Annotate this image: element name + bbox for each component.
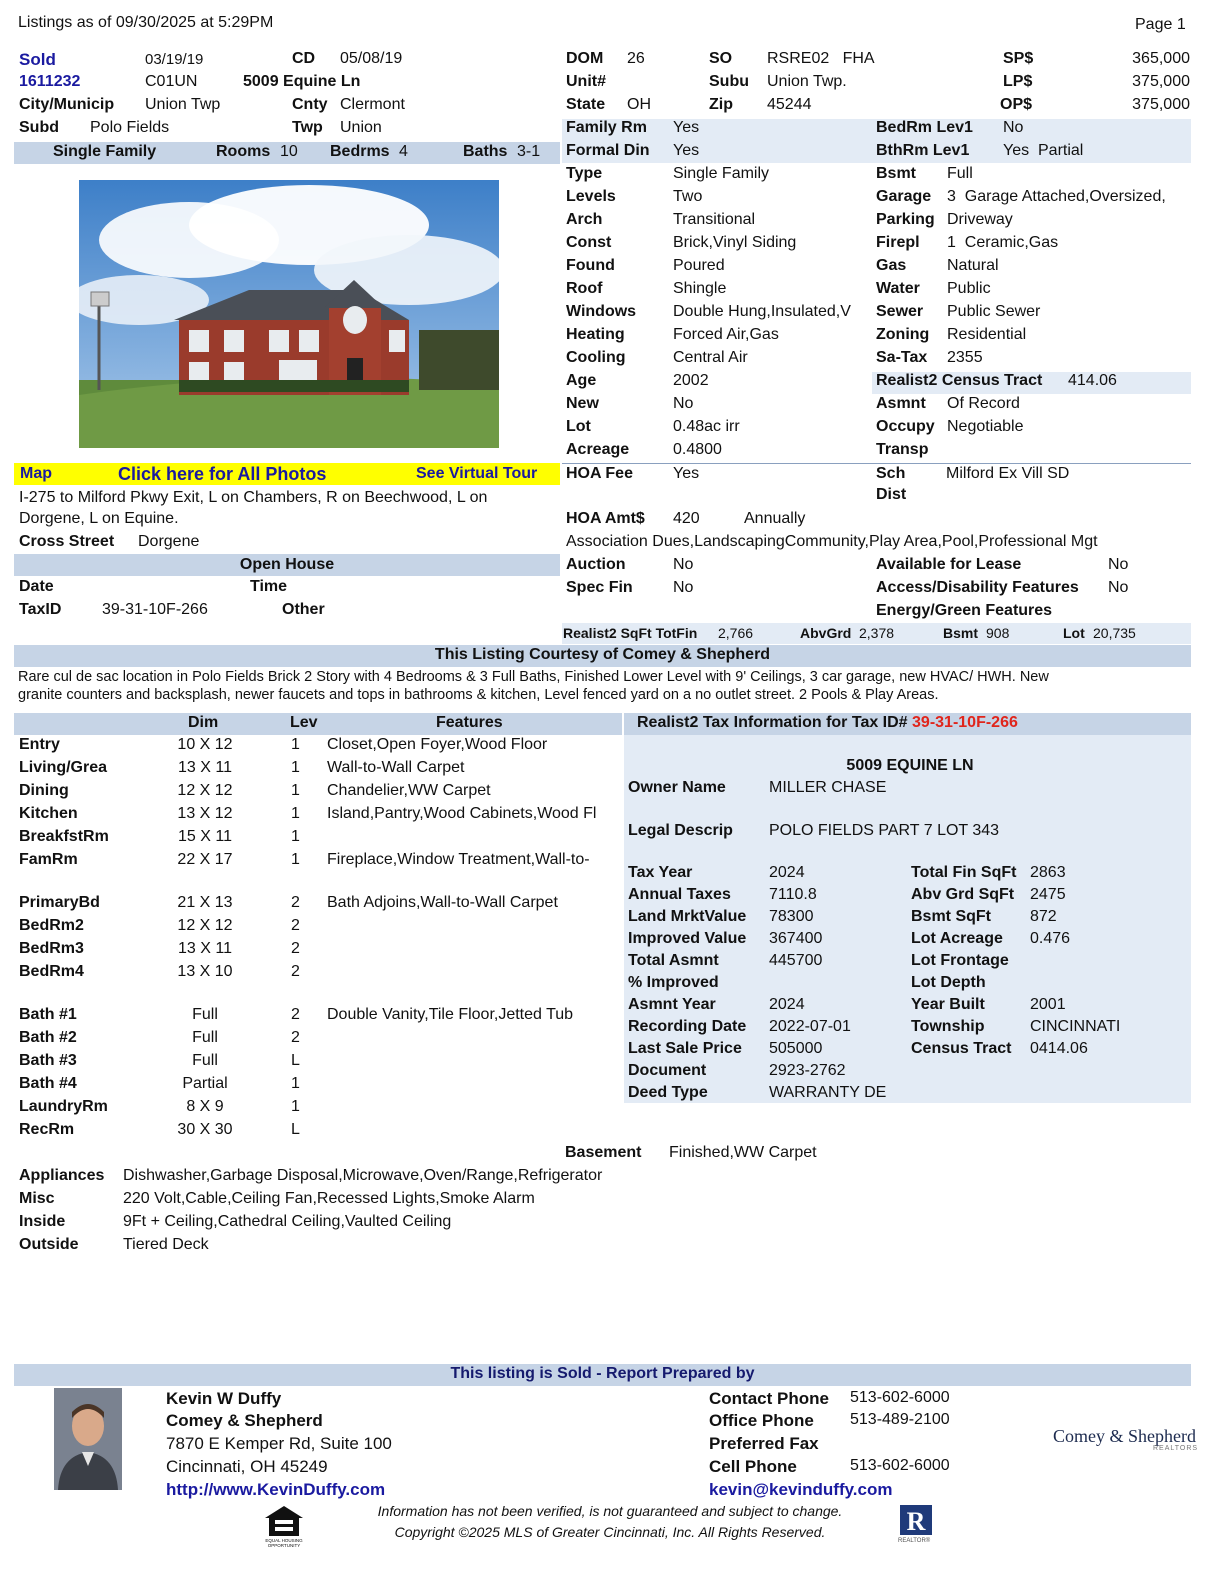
remarks-line-1: Rare cul de sac location in Polo Fields Brick 2 Story with 4 Bedrooms & 3 Full Baths, Finished Lower Level with 9' Ceilings, 3 car garage, new HVAC/ HWH. New (18, 669, 1049, 685)
room-level: L (291, 1052, 300, 1069)
room-level: 2 (291, 963, 300, 980)
feature-value: Yes (673, 142, 700, 159)
room-dim: Full (192, 1006, 218, 1023)
unit-label: Unit# (566, 73, 606, 90)
basement-value: Finished,WW Carpet (669, 1144, 817, 1161)
hoa-amt-label: HOA Amt$ (566, 510, 645, 527)
feature-label: Found (566, 257, 615, 274)
room-name: BedRm2 (19, 917, 84, 934)
feature-value: 1 Ceramic,Gas (947, 234, 1059, 251)
realtor-icon-graphic (898, 1503, 934, 1537)
room-name: FamRm (19, 851, 78, 868)
tax-label: Bsmt SqFt (911, 908, 991, 925)
feature-label: New (566, 395, 599, 412)
subd-label: Subd (19, 119, 59, 136)
cross-street-value: Dorgene (138, 533, 200, 550)
auction-value: No (673, 556, 694, 573)
open-house-title: Open House (239, 556, 335, 573)
cnty-label: Cnty (292, 96, 328, 113)
feature-label: BedRm Lev1 (876, 119, 973, 136)
lp-value: 375,000 (1132, 73, 1190, 90)
feature-value: Shingle (673, 280, 727, 297)
lp-label: LP$ (1003, 73, 1033, 90)
feature-value: Driveway (947, 211, 1013, 228)
room-name: Living/Grea (19, 759, 108, 776)
cnty-value: Clermont (340, 96, 405, 113)
room-name: Entry (19, 736, 60, 753)
agent-photo-image (54, 1388, 122, 1490)
feature-label: Sewer (876, 303, 924, 320)
taxid-label: TaxID (19, 601, 62, 618)
spec-fin-label: Spec Fin (566, 579, 633, 596)
contact-phone-label: Contact Phone (709, 1389, 829, 1408)
room-name: BreakfstRm (19, 828, 109, 845)
agent-website-link[interactable]: http://www.KevinDuffy.com (166, 1480, 386, 1499)
agent-photo (54, 1388, 122, 1490)
sqft-lot-label: Lot (1063, 625, 1085, 641)
tax-value: 7110.8 (769, 886, 817, 903)
tax-address: 5009 EQUINE LN (846, 757, 974, 774)
room-dim: 8 X 9 (186, 1098, 224, 1115)
footer-copyright: Copyright ©2025 MLS of Greater Cincinnati, Inc. All Rights Reserved. (394, 1524, 826, 1540)
room-name: Kitchen (19, 805, 78, 822)
sqft-abv-label: AbvGrd (800, 625, 852, 641)
all-photos-link[interactable] (118, 464, 326, 485)
hoa-fee-value: Yes (673, 465, 700, 482)
equal-housing-text: EQUAL HOUSING OPPORTUNITY (265, 1538, 303, 1548)
brokerage-logo: Comey & Shepherd (1053, 1426, 1196, 1446)
feature-value: Double Hung,Insulated,V (673, 303, 851, 320)
rooms-header-band (14, 713, 622, 735)
tax-label: Total Asmnt (628, 952, 719, 969)
taxid-value: 39-31-10F-266 (102, 601, 208, 618)
tax-header (637, 714, 1018, 732)
feature-label: Levels (566, 188, 616, 205)
feature-label: Bsmt (876, 165, 917, 182)
realtor-text: REALTOR® (898, 1538, 931, 1544)
auction-label: Auction (566, 556, 626, 573)
room-level: 1 (291, 1075, 300, 1092)
directions-line-2: Dorgene, L on Equine. (19, 510, 179, 527)
feature-label: BthRm Lev1 (876, 142, 970, 159)
feature-label: Roof (566, 280, 603, 297)
owner-label: Owner Name (628, 779, 726, 796)
twp-label: Twp (292, 119, 323, 136)
feature-label: Age (566, 372, 597, 389)
cross-street-label: Cross Street (19, 533, 115, 550)
room-name: Dining (19, 782, 69, 799)
tax-value: 505000 (769, 1040, 823, 1057)
tax-label: Total Fin SqFt (911, 864, 1017, 881)
room-features: Wall-to-Wall Carpet (327, 759, 465, 776)
feature-value: Natural (947, 257, 999, 274)
tax-value: 2024 (769, 996, 805, 1013)
room-name: RecRm (19, 1121, 75, 1138)
bedrms-label: Bedrms (330, 143, 390, 160)
feature-label: Occupy (876, 418, 935, 435)
status-date: 03/19/19 (145, 51, 204, 68)
feature-label: Realist2 Census Tract (876, 372, 1043, 389)
lease-value: No (1108, 556, 1129, 573)
room-name: Bath #1 (19, 1006, 77, 1023)
tax-value: CINCINNATI (1030, 1018, 1121, 1035)
sch-value: Milford Ex Vill SD (946, 465, 1070, 482)
tax-header-id: 39-31-10F-266 (912, 714, 1018, 731)
feature-value: Brick,Vinyl Siding (673, 234, 797, 251)
energy-label: Energy/Green Features (876, 602, 1053, 619)
feature-value: Of Record (947, 395, 1020, 412)
room-name: BedRm4 (19, 963, 84, 980)
bedrms-value: 4 (399, 143, 408, 160)
baths-label: Baths (463, 143, 508, 160)
office-phone-label: Office Phone (709, 1411, 814, 1430)
tax-value: 2001 (1030, 996, 1066, 1013)
twp-value: Union (340, 119, 382, 136)
baths-value: 3-1 (517, 143, 541, 160)
feature-label: Family Rm (566, 119, 647, 136)
room-dim: Full (192, 1052, 218, 1069)
room-name: PrimaryBd (19, 894, 100, 911)
street-address: 5009 Equine Ln (243, 73, 361, 90)
lease-label: Available for Lease (876, 556, 1022, 573)
owner-value: MILLER CHASE (769, 779, 887, 796)
rooms-value: 10 (280, 143, 298, 160)
association-features: Association Dues,LandscapingCommunity,Play Area,Pool,Professional Mgt (566, 533, 1098, 550)
realtor-icon (898, 1503, 938, 1547)
remarks-line-2: granite counters and backsplash, newer faucets and tops in bathrooms & kitchen, Level fenced yard on a no outlet street. 2 Pools & Play Areas. (18, 687, 939, 703)
room-dim: Full (192, 1029, 218, 1046)
svg-text:R: R (906, 1507, 926, 1536)
house-photo-image (79, 180, 499, 448)
tax-value: 78300 (769, 908, 814, 925)
tax-label: Annual Taxes (628, 886, 731, 903)
tax-label: Census Tract (911, 1040, 1012, 1057)
feature-value: Public Sewer (947, 303, 1041, 320)
feature-label: Firepl (876, 234, 920, 251)
sqft-bsmt-label: Bsmt (943, 625, 979, 641)
room-name: Bath #3 (19, 1052, 77, 1069)
map-link[interactable] (20, 465, 52, 483)
feature-value: 0.48ac irr (673, 418, 740, 435)
room-level: 1 (291, 1098, 300, 1115)
feature-label: Garage (876, 188, 932, 205)
tax-label: Improved Value (628, 930, 747, 947)
feature-value: 2002 (673, 372, 709, 389)
sqft-totfin-value: 2,766 (718, 625, 754, 641)
room-level: 2 (291, 894, 300, 911)
feature-label: Sa-Tax (876, 349, 928, 366)
misc-value: 220 Volt,Cable,Ceiling Fan,Recessed Lights,Smoke Alarm (123, 1190, 535, 1207)
room-level: L (291, 1121, 300, 1138)
room-level: 1 (291, 736, 300, 753)
tax-value: 2024 (769, 864, 805, 881)
tax-label: Recording Date (628, 1018, 747, 1035)
tax-value: 445700 (769, 952, 823, 969)
room-name: LaundryRm (19, 1098, 108, 1115)
room-features: Fireplace,Window Treatment,Wall-to- (327, 851, 590, 868)
page-number: Page 1 (1135, 16, 1186, 33)
tax-value: 2863 (1030, 864, 1066, 881)
zip-value: 45244 (767, 96, 812, 113)
misc-value: 9Ft + Ceiling,Cathedral Ceiling,Vaulted Ceiling (123, 1213, 452, 1230)
contact-phone-value: 513-602-6000 (850, 1389, 950, 1406)
sqft-totfin-label: Realist2 SqFt TotFin (563, 625, 698, 641)
room-dim: Partial (182, 1075, 228, 1092)
hoa-amt-frequency: Annually (744, 510, 806, 527)
tax-label: Document (628, 1062, 707, 1079)
rooms-header-dim: Dim (188, 714, 219, 731)
feature-value: Poured (673, 257, 725, 274)
feature-label: Lot (566, 418, 591, 435)
tax-label: Land MrktValue (628, 908, 747, 925)
map-link-text[interactable]: Map (20, 465, 52, 482)
feature-value: Single Family (673, 165, 770, 182)
misc-label: Inside (19, 1213, 66, 1230)
cell-phone-value: 513-602-6000 (850, 1457, 950, 1474)
access-value: No (1108, 579, 1129, 596)
room-dim: 13 X 11 (178, 940, 232, 957)
equal-housing-icon (261, 1504, 307, 1548)
room-dim: 13 X 11 (178, 759, 232, 776)
tax-value: 367400 (769, 930, 823, 947)
feature-value: Negotiable (947, 418, 1024, 435)
room-name: Bath #4 (19, 1075, 77, 1092)
tax-label: % Improved (628, 974, 719, 991)
tax-value: 2022-07-01 (769, 1018, 851, 1035)
tax-label: Asmnt Year (628, 996, 716, 1013)
state-label: State (566, 96, 606, 113)
tax-value: 2475 (1030, 886, 1066, 903)
room-features: Bath Adjoins,Wall-to-Wall Carpet (327, 894, 558, 911)
misc-value: Dishwasher,Garbage Disposal,Microwave,Oven/Range,Refrigerator (123, 1167, 603, 1184)
sp-label: SP$ (1003, 50, 1034, 67)
feature-label: Cooling (566, 349, 626, 366)
feature-label: Type (566, 165, 603, 182)
spec-fin-value: No (673, 579, 694, 596)
subu-value: Union Twp. (767, 73, 847, 90)
room-dim: 10 X 12 (177, 736, 233, 753)
feature-label: Zoning (876, 326, 930, 343)
status: Sold (19, 50, 56, 69)
legal-value: POLO FIELDS PART 7 LOT 343 (769, 822, 1000, 839)
cd-label: CD (292, 50, 316, 67)
zip-label: Zip (709, 96, 733, 113)
mls-number[interactable]: 1611232 (19, 73, 81, 90)
feature-label: Transp (876, 441, 929, 458)
feature-value: 414.06 (1068, 372, 1117, 389)
basement-label: Basement (565, 1144, 642, 1161)
op-label: OP$ (1000, 96, 1033, 113)
so-label: SO (709, 50, 733, 67)
cell-phone-label: Cell Phone (709, 1457, 797, 1476)
room-level: 2 (291, 917, 300, 934)
feature-value: Yes (673, 119, 700, 136)
city-value: Union Twp (145, 96, 221, 113)
sch-label-1: Sch (876, 465, 906, 482)
misc-label: Misc (19, 1190, 55, 1207)
sqft-bsmt-value: 908 (986, 625, 1010, 641)
rooms-header-lev: Lev (290, 714, 318, 731)
feature-value: Forced Air,Gas (673, 326, 779, 343)
preferred-fax-label: Preferred Fax (709, 1434, 819, 1453)
feature-value: Residential (947, 326, 1027, 343)
dom-label: DOM (566, 50, 604, 67)
rooms-header-features: Features (436, 714, 503, 731)
brokerage-logo-sub: REALTORS (1153, 1445, 1199, 1452)
city-label: City/Municip (19, 96, 115, 113)
room-level: 2 (291, 1029, 300, 1046)
courtesy-text: This Listing Courtesy of Comey & Shepherd (434, 646, 771, 663)
feature-label: Arch (566, 211, 603, 228)
directions-line-1: I-275 to Milford Pkwy Exit, L on Chambers, R on Beechwood, L on (19, 489, 488, 506)
tax-label: Lot Acreage (911, 930, 1003, 947)
tax-header-title: Realist2 Tax Information for Tax ID# (637, 714, 908, 731)
misc-label: Appliances (19, 1167, 105, 1184)
house-photo[interactable] (79, 180, 499, 448)
agent-band-text: This listing is Sold - Report Prepared by (450, 1365, 755, 1382)
equal-housing-icon-graphic (261, 1504, 307, 1540)
room-dim: 13 X 12 (177, 805, 233, 822)
feature-value: Full (947, 165, 973, 182)
other-label: Other (282, 601, 325, 618)
virtual-tour-link-text[interactable]: See Virtual Tour (416, 465, 538, 482)
virtual-tour-link[interactable] (416, 465, 537, 483)
room-features: Chandelier,WW Carpet (327, 782, 491, 799)
room-features: Double Vanity,Tile Floor,Jetted Tub (327, 1006, 574, 1023)
sqft-abv-value: 2,378 (859, 625, 895, 641)
tax-label: Last Sale Price (628, 1040, 742, 1057)
room-level: 2 (291, 1006, 300, 1023)
agent-address-1: 7870 E Kemper Rd, Suite 100 (166, 1434, 392, 1453)
tax-label: Township (911, 1018, 985, 1035)
property-type: Single Family (53, 143, 157, 160)
tax-label: Lot Frontage (911, 952, 1009, 969)
room-dim: 12 X 12 (177, 917, 233, 934)
tax-value: WARRANTY DE (769, 1084, 887, 1101)
feature-label: Asmnt (876, 395, 926, 412)
room-dim: 22 X 17 (177, 851, 233, 868)
feature-label: Acreage (566, 441, 630, 458)
office-phone-value: 513-489-2100 (850, 1411, 950, 1428)
sch-label-2: Dist (876, 486, 907, 503)
op-value: 375,000 (1132, 96, 1190, 113)
state-value: OH (627, 96, 651, 113)
room-dim: 13 X 10 (177, 963, 233, 980)
cd-value: 05/08/19 (340, 50, 403, 67)
access-label: Access/Disability Features (876, 579, 1079, 596)
feature-label: Parking (876, 211, 935, 228)
room-name: Bath #2 (19, 1029, 77, 1046)
tax-value: 0414.06 (1030, 1040, 1088, 1057)
feature-value: Two (673, 188, 703, 205)
agent-email-link[interactable]: kevin@kevinduffy.com (709, 1480, 893, 1499)
room-name: BedRm3 (19, 940, 84, 957)
room-level: 2 (291, 940, 300, 957)
open-house-date-label: Date (19, 578, 54, 595)
room-level: 1 (291, 851, 300, 868)
feature-label: Gas (876, 257, 907, 274)
footer-disclaimer: Information has not been verified, is not guaranteed and subject to change. (377, 1503, 843, 1519)
room-features: Island,Pantry,Wood Cabinets,Wood Fl (327, 805, 597, 822)
room-level: 1 (291, 805, 300, 822)
feature-label: Water (876, 280, 920, 297)
room-level: 1 (291, 759, 300, 776)
area-code: C01UN (145, 73, 198, 90)
tax-label: Abv Grd SqFt (911, 886, 1015, 903)
open-house-time-label: Time (250, 578, 288, 595)
room-dim: 15 X 11 (178, 828, 232, 845)
hoa-divider (562, 463, 1191, 464)
tax-value: 2923-2762 (769, 1062, 846, 1079)
room-dim: 30 X 30 (177, 1121, 233, 1138)
feature-value: 0.4800 (673, 441, 722, 458)
misc-value: Tiered Deck (123, 1236, 209, 1253)
tax-label: Year Built (911, 996, 985, 1013)
rooms-label: Rooms (216, 143, 271, 160)
misc-label: Outside (19, 1236, 79, 1253)
room-dim: 12 X 12 (177, 782, 233, 799)
agent-name: Kevin W Duffy (166, 1389, 282, 1408)
feature-value: Public (947, 280, 991, 297)
feature-value: Central Air (673, 349, 748, 366)
subu-label: Subu (709, 73, 749, 90)
tax-label: Lot Depth (911, 974, 986, 991)
tax-label: Tax Year (628, 864, 693, 881)
dom-value: 26 (627, 50, 645, 67)
room-level: 1 (291, 782, 300, 799)
hoa-amt-value: 420 (673, 510, 700, 527)
sqft-lot-value: 20,735 (1093, 625, 1136, 641)
feature-value: 3 Garage Attached,Oversized, (947, 188, 1166, 205)
agent-address-2: Cincinnati, OH 45249 (166, 1457, 328, 1476)
all-photos-link-text[interactable]: Click here for All Photos (118, 464, 327, 484)
tax-value: 872 (1030, 908, 1057, 925)
hoa-fee-label: HOA Fee (566, 465, 633, 482)
subd-value: Polo Fields (90, 119, 170, 136)
legal-label: Legal Descrip (628, 822, 733, 839)
agent-website[interactable] (166, 1480, 385, 1500)
tax-label: Deed Type (628, 1084, 708, 1101)
sp-value: 365,000 (1132, 50, 1190, 67)
feature-value: 2355 (947, 349, 983, 366)
room-dim: 21 X 13 (177, 894, 233, 911)
feature-value: No (673, 395, 694, 412)
so-value: RSRE02 FHA (767, 50, 875, 67)
agent-email[interactable] (709, 1480, 892, 1500)
room-level: 1 (291, 828, 300, 845)
feature-label: Heating (566, 326, 625, 343)
feature-value: Transitional (673, 211, 756, 228)
tax-value: 0.476 (1030, 930, 1071, 947)
feature-label: Formal Din (566, 142, 650, 159)
room-features: Closet,Open Foyer,Wood Floor (327, 736, 548, 753)
agent-company: Comey & Shepherd (166, 1411, 323, 1430)
feature-label: Windows (566, 303, 637, 320)
feature-value: No (1003, 119, 1024, 136)
feature-label: Const (566, 234, 612, 251)
feature-value: Yes Partial (1003, 142, 1084, 159)
listings-date: Listings as of 09/30/2025 at 5:29PM (18, 14, 274, 31)
